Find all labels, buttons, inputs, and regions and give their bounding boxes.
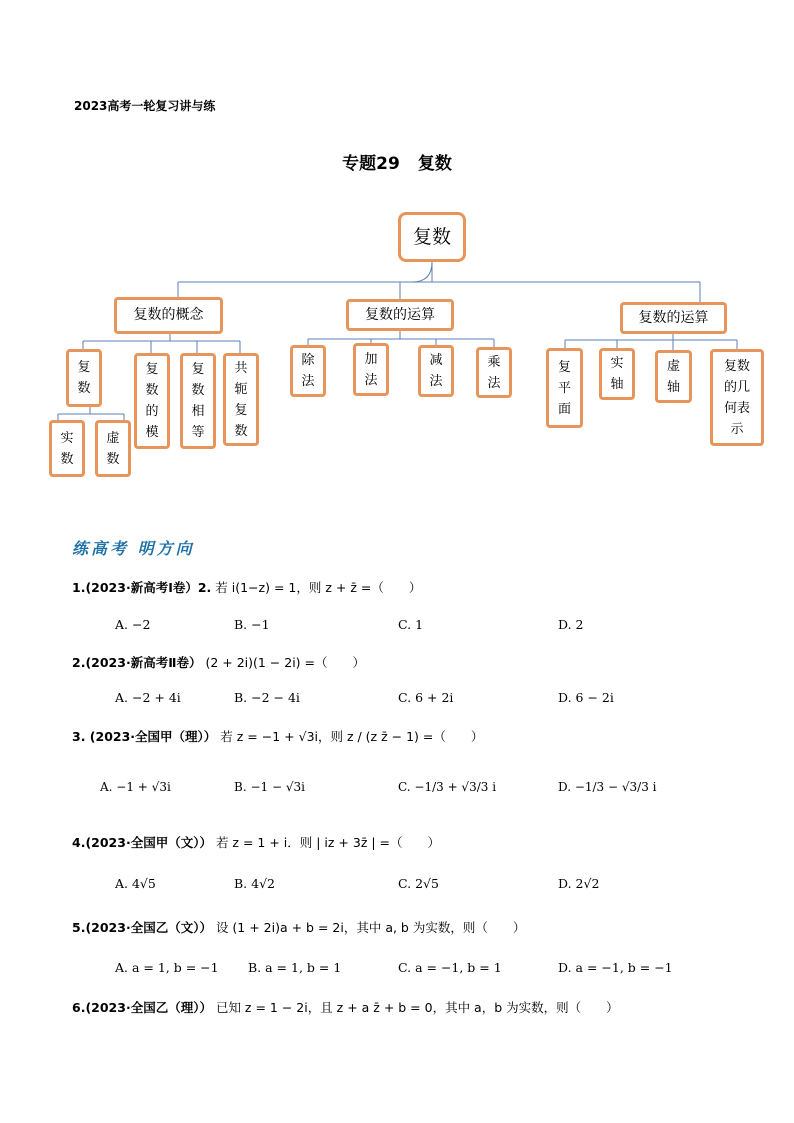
mindmap-root: 复数: [398, 212, 466, 262]
node-complex-plane: [546, 348, 583, 428]
option-d: D. 2√2: [558, 876, 600, 891]
option-d: D. −1/3 − √3/3 i: [558, 780, 657, 794]
option-a: A. −1 + √3i: [100, 780, 171, 794]
option-b: B. 4√2: [234, 876, 276, 891]
topic-name: 复数: [417, 154, 452, 174]
node-subtraction: [418, 345, 454, 397]
question-number: 6.: [72, 1000, 86, 1015]
node-conjugate: [223, 353, 259, 446]
option-c: C. 6 + 2i: [398, 690, 454, 705]
option-d: D. a = −1, b = −1: [558, 960, 673, 975]
question-text: 设 (1 + 2i)a + b = 2i，其中 a, b 为实数，则（ ）: [215, 920, 526, 935]
node-equality: [180, 353, 216, 449]
node-label: 复数的模: [145, 362, 159, 440]
node-label: 乘法: [487, 354, 501, 391]
option-a: A. −2 + 4i: [115, 690, 181, 705]
node-addition: [353, 343, 389, 396]
option-a: A. 4√5: [115, 876, 156, 891]
question-number: 4.: [72, 835, 86, 850]
question-4-stem: [72, 833, 440, 851]
question-source: (2023·全国甲（文））: [85, 835, 212, 850]
node-imaginary-number: [95, 420, 131, 477]
option-b: B. −1: [234, 617, 270, 632]
question-5-stem: [72, 918, 525, 936]
option-c: C. 2√5: [398, 876, 439, 891]
question-text: 若 i(1−z) = 1，则 z + z̄ =（ ）: [215, 580, 422, 595]
node-label: 复数: [77, 360, 91, 396]
node-label: 复数的几何表示: [723, 358, 750, 437]
question-text: 若 z = 1 + i．则 | iz + 3z̄ | =（ ）: [215, 835, 441, 850]
topic-number: 专题29: [342, 154, 400, 174]
node-label: 除法: [301, 353, 315, 389]
option-c: C. a = −1, b = 1: [398, 960, 502, 975]
branch-geometry: 复数的运算: [620, 302, 727, 334]
question-source: (2023·新高考Ⅱ卷）: [85, 655, 202, 670]
option-b: B. −1 − √3i: [234, 780, 305, 794]
series-header: 2023高考一轮复习讲与练: [74, 99, 216, 113]
branch-concept: 复数的概念: [114, 297, 223, 334]
node-real-axis: [599, 348, 635, 400]
node-label: 共轭复数: [234, 360, 248, 439]
question-source: (2023·全国甲（理））: [85, 729, 217, 744]
option-b: B. −2 − 4i: [234, 690, 300, 705]
section-title: 练高考 明方向: [72, 539, 195, 558]
node-label: 复数相等: [191, 362, 205, 440]
question-2-stem: [72, 653, 365, 671]
node-geometric-representation: [710, 349, 764, 446]
option-b: B. a = 1, b = 1: [248, 960, 342, 975]
question-6-stem: [72, 998, 619, 1016]
node-label: 加法: [364, 351, 378, 388]
question-3-stem: [72, 727, 483, 745]
question-text: (2 + 2i)(1 − 2i) =（ ）: [205, 655, 365, 670]
node-label: 实轴: [610, 356, 624, 392]
branch-operations: 复数的运算: [346, 299, 454, 331]
option-a: A. a = 1, b = −1: [115, 960, 219, 975]
question-source: (2023·全国乙（理））: [85, 1000, 212, 1015]
question-number: 5.: [72, 920, 86, 935]
question-source: (2023·新高考Ⅰ卷）2.: [85, 580, 212, 595]
option-c: C. 1: [398, 617, 424, 632]
node-complex-number: [66, 349, 102, 407]
node-label: 减法: [429, 353, 443, 389]
node-label: 虚轴: [666, 358, 680, 395]
node-multiplication: [476, 347, 512, 398]
option-d: D. 6 − 2i: [558, 690, 614, 705]
question-1-stem: [72, 578, 421, 596]
node-label: 实数: [60, 430, 74, 467]
question-text: 若 z = −1 + √3i，则 z / (z z̄ − 1) =（ ）: [220, 729, 484, 744]
question-number: 3.: [72, 729, 86, 744]
node-real-number: [49, 420, 85, 477]
node-imaginary-axis: [655, 350, 692, 403]
option-a: A. −2: [115, 617, 151, 632]
node-division: [290, 345, 326, 397]
node-modulus: [134, 353, 170, 449]
question-source: (2023·全国乙（文））: [85, 920, 212, 935]
question-number: 2.: [72, 655, 86, 670]
option-c: C. −1/3 + √3/3 i: [398, 780, 497, 794]
question-text: 已知 z = 1 − 2i，且 z + a z̄ + b = 0，其中 a，b 为实数，则（ ）: [215, 1000, 619, 1015]
option-d: D. 2: [558, 617, 584, 632]
question-number: 1.: [72, 580, 86, 595]
node-label: 复平面: [557, 359, 571, 417]
node-label: 虚数: [106, 430, 120, 467]
